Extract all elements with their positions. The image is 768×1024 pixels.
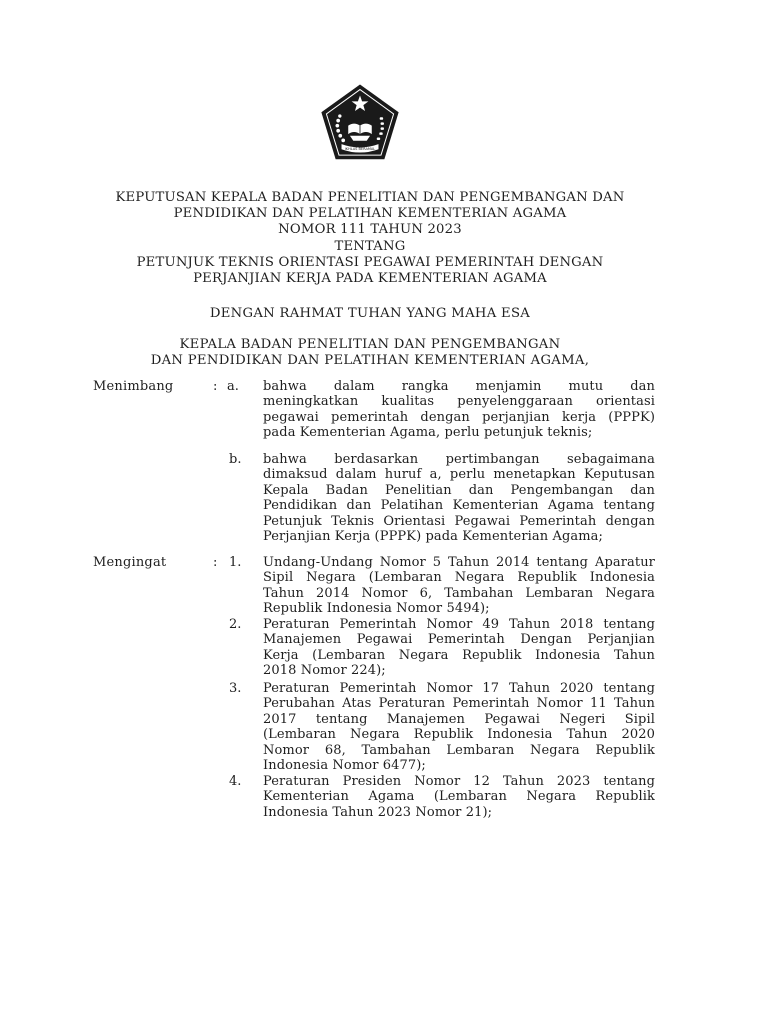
text-line: Republik Indonesia Nomor 5494); (263, 601, 490, 617)
title-line: KEPUTUSAN KEPALA BADAN PENELITIAN DAN PENGEMBANGAN DAN (115, 190, 625, 205)
text-line: 2017 tentang Manajemen Pegawai Negeri Sipil (263, 711, 655, 727)
mengingat-label: Mengingat (93, 555, 167, 570)
menimbang-marker-b: b. (229, 452, 242, 467)
document-title (60, 190, 680, 287)
text-line: Kepala Badan Penelitian dan Pengembangan dan (263, 482, 655, 498)
mengingat-marker-3: 3. (229, 681, 242, 696)
text-line: Nomor 68, Tambahan Lembaran Negara Republik (263, 742, 655, 758)
menimbang-marker-a: a. (227, 379, 239, 394)
text-line: dimaksud dalam huruf a, perlu menetapkan Keputusan (263, 467, 655, 483)
mengingat-item-2 (263, 617, 655, 679)
menimbang-item-a (263, 379, 655, 441)
text-line: Perubahan Atas Peraturan Pemerintah Nomor 11 Tahun (263, 696, 655, 712)
text-line: Indonesia Tahun 2023 Nomor 21); (263, 804, 493, 820)
text-line: Peraturan Pemerintah Nomor 49 Tahun 2018 tentang (263, 617, 655, 632)
text-line: bahwa dalam rangka menjamin mutu dan (263, 379, 655, 394)
menimbang-label: Menimbang (93, 379, 174, 394)
title-line: TENTANG (334, 238, 406, 254)
mengingat-marker-2: 2. (229, 617, 242, 632)
text-line: bahwa berdasarkan pertimbangan sebagaimana (263, 452, 655, 467)
text-line: 2018 Nomor 224); (263, 663, 386, 679)
text-line: pada Kementerian Agama, perlu petunjuk teknis; (263, 425, 593, 441)
kepala-line: DAN PENDIDIKAN DAN PELATIHAN KEMENTERIAN AGAMA, (150, 353, 590, 369)
title-line: PETUNJUK TEKNIS ORIENTASI PEGAWAI PEMERINTAH DENGAN (136, 254, 604, 270)
rahmat-line: DENGAN RAHMAT TUHAN YANG MAHA ESA (209, 306, 531, 321)
text-line: Pendidikan dan Pelatihan Kementerian Agama tentang (263, 498, 655, 514)
mengingat-item-4 (263, 774, 655, 820)
mengingat-marker-1: 1. (229, 555, 242, 570)
text-line: (Lembaran Negara Republik Indonesia Tahun 2020 (263, 727, 655, 743)
mengingat-colon: : (213, 555, 218, 570)
text-line: Tahun 2014 Nomor 6, Tambahan Lembaran Negara (263, 585, 655, 601)
title-line: PENDIDIKAN DAN PELATIHAN KEMENTERIAN AGAMA (173, 206, 567, 222)
mengingat-item-1 (263, 555, 655, 617)
menimbang-item-b (263, 452, 655, 544)
mengingat-item-3 (263, 681, 655, 773)
text-line: Undang-Undang Nomor 5 Tahun 2014 tentang Aparatur (263, 555, 655, 570)
kepala-line: KEPALA BADAN PENELITIAN DAN PENGEMBANGAN (179, 337, 561, 352)
kementerian-agama-emblem-icon (318, 82, 402, 166)
text-line: Sipil Negara (Lembaran Negara Republik Indonesia (263, 570, 655, 586)
text-line: Kementerian Agama (Lembaran Negara Republik (263, 789, 655, 805)
title-line: NOMOR 111 TAHUN 2023 (278, 222, 462, 238)
text-line: meningkatkan kualitas penyelenggaraan orientasi (263, 394, 655, 410)
menimbang-colon: : (213, 379, 218, 394)
text-line: pegawai pemerintah dengan perjanjian kerja (PPPK) (263, 409, 655, 425)
text-line: Perjanjian Kerja (PPPK) pada Kementerian Agama; (263, 529, 603, 545)
text-line: Peraturan Pemerintah Nomor 17 Tahun 2020 tentang (263, 681, 655, 696)
mengingat-marker-4: 4. (229, 774, 242, 789)
text-line: Kerja (Lembaran Negara Republik Indonesia Tahun (263, 647, 655, 663)
text-line: Indonesia Nomor 6477); (263, 758, 426, 774)
title-line: PERJANJIAN KERJA PADA KEMENTERIAN AGAMA (193, 271, 547, 287)
kepala-heading (60, 337, 680, 369)
emblem-ribbon-text: IKHLAS BERAMAL (344, 147, 376, 152)
text-line: Manajemen Pegawai Pemerintah Dengan Perjanjian (263, 632, 655, 648)
text-line: Peraturan Presiden Nomor 12 Tahun 2023 tentang (263, 774, 655, 789)
text-line: Petunjuk Teknis Orientasi Pegawai Pemerintah dengan (263, 513, 655, 529)
